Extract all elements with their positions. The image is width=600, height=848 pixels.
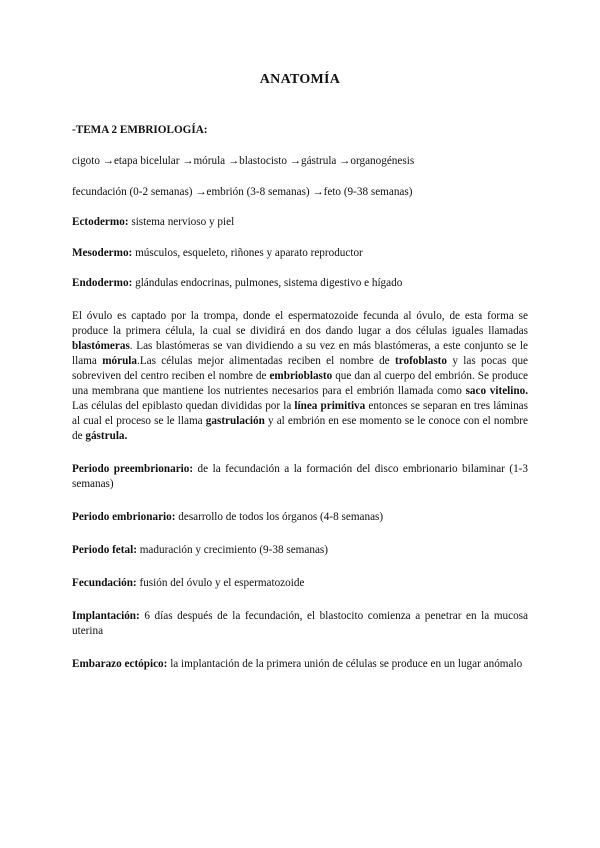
periodo-embrionario-term: Periodo embrionario: (72, 511, 176, 523)
periodo-embrionario-text: desarrollo de todos los órganos (4-8 semanas) (175, 511, 384, 523)
term-gastrula: gástrula. (85, 430, 128, 442)
paragraph-text: El óvulo es captado por la trompa, donde el espermatozoide fecunda al óvulo, de esta forma se produce la primera célula, la cual se dividirá en dos dando lugar a dos células iguales llamadas (72, 310, 528, 337)
periodo-fetal-definition (72, 543, 528, 558)
mesodermo-text: músculos, esqueleto, riñones y aparato reproductor (132, 246, 363, 259)
mesodermo-term: Mesodermo: (72, 246, 133, 259)
paragraph-text: y al embrión en ese momento se le conoce con el nombre de (72, 415, 528, 442)
term-trofoblasto: trofoblasto (395, 355, 447, 367)
paragraph-text: entonces se separan en tres láminas al cual el proceso se le llama (72, 400, 528, 427)
page-title: ANATOMÍA (259, 72, 341, 87)
development-stages-flow: cigoto →etapa bicelular →mórula →blastocisto →gástrula →organogénesis (72, 155, 415, 167)
endodermo-text: glándulas endocrinas, pulmones, sistema digestivo e hígado (132, 277, 403, 289)
ectodermo-definition (72, 215, 528, 230)
section-heading: -TEMA 2 EMBRIOLOGÍA: (72, 124, 208, 136)
embryology-paragraph (72, 309, 528, 444)
ectodermo-term: Ectodermo: (72, 216, 129, 228)
embarazo-ectopico-term: Embarazo ectópico: (72, 658, 168, 670)
ectodermo-text: sistema nervioso y piel (128, 216, 235, 228)
development-periods-flow: fecundación (0-2 semanas) →embrión (3-8 semanas) →feto (9-38 semanas) (72, 185, 413, 198)
embarazo-ectopico-text: la implantación de la primera unión de células se produce en un lugar anómalo (167, 658, 523, 670)
periodo-preembrionario-text: de la fecundación a la formación del disco embrionario bilaminar (1-3 semanas) (72, 463, 528, 490)
term-morula: mórula (102, 355, 138, 367)
paragraph-text: que dan al cuerpo del embrión. Se produce una membrana que mantiene los nutrientes necesarios para el embrión llamada como (72, 370, 528, 397)
implantacion-term: Implantación: (72, 610, 140, 622)
term-embrioblasto: embrioblasto (269, 370, 333, 382)
periodo-preembrionario-definition (72, 462, 528, 492)
paragraph-text: . Las blastómeras se van dividiendo a su vez en más blastómeras, a este conjunto se le llama (72, 340, 528, 367)
fecundacion-text: fusión del óvulo y el espermatozoide (136, 577, 305, 589)
term-linea-primitiva: línea primitiva (294, 400, 366, 412)
periodo-preembrionario-term: Periodo preembrionario: (72, 463, 194, 475)
paragraph-text: .Las células mejor alimentadas reciben el nombre de (137, 355, 395, 367)
fecundacion-definition (72, 576, 528, 591)
periodo-fetal-term: Periodo fetal: (72, 544, 137, 556)
implantacion-text: 6 días después de la fecundación, el blastocito comienza a penetrar en la mucosa uterina (72, 610, 528, 637)
term-saco-vitelino: saco vitelino. (465, 385, 529, 397)
endodermo-term: Endodermo: (72, 277, 133, 289)
implantacion-definition (72, 609, 528, 639)
endodermo-definition (72, 276, 528, 291)
paragraph-text: Las células del epiblasto quedan divididas por la (72, 400, 295, 412)
periodo-fetal-text: maduración y crecimiento (9-38 semanas) (136, 544, 328, 556)
periodo-embrionario-definition (72, 510, 528, 525)
term-gastrulacion: gastrulación (205, 415, 265, 427)
paragraph-text: y las pocas que sobreviven del centro reciben el nombre de (72, 355, 529, 382)
embarazo-ectopico-definition (72, 657, 528, 672)
mesodermo-definition (72, 246, 528, 261)
term-blastomeras: blastómeras (72, 340, 130, 352)
fecundacion-term: Fecundación: (72, 577, 137, 589)
